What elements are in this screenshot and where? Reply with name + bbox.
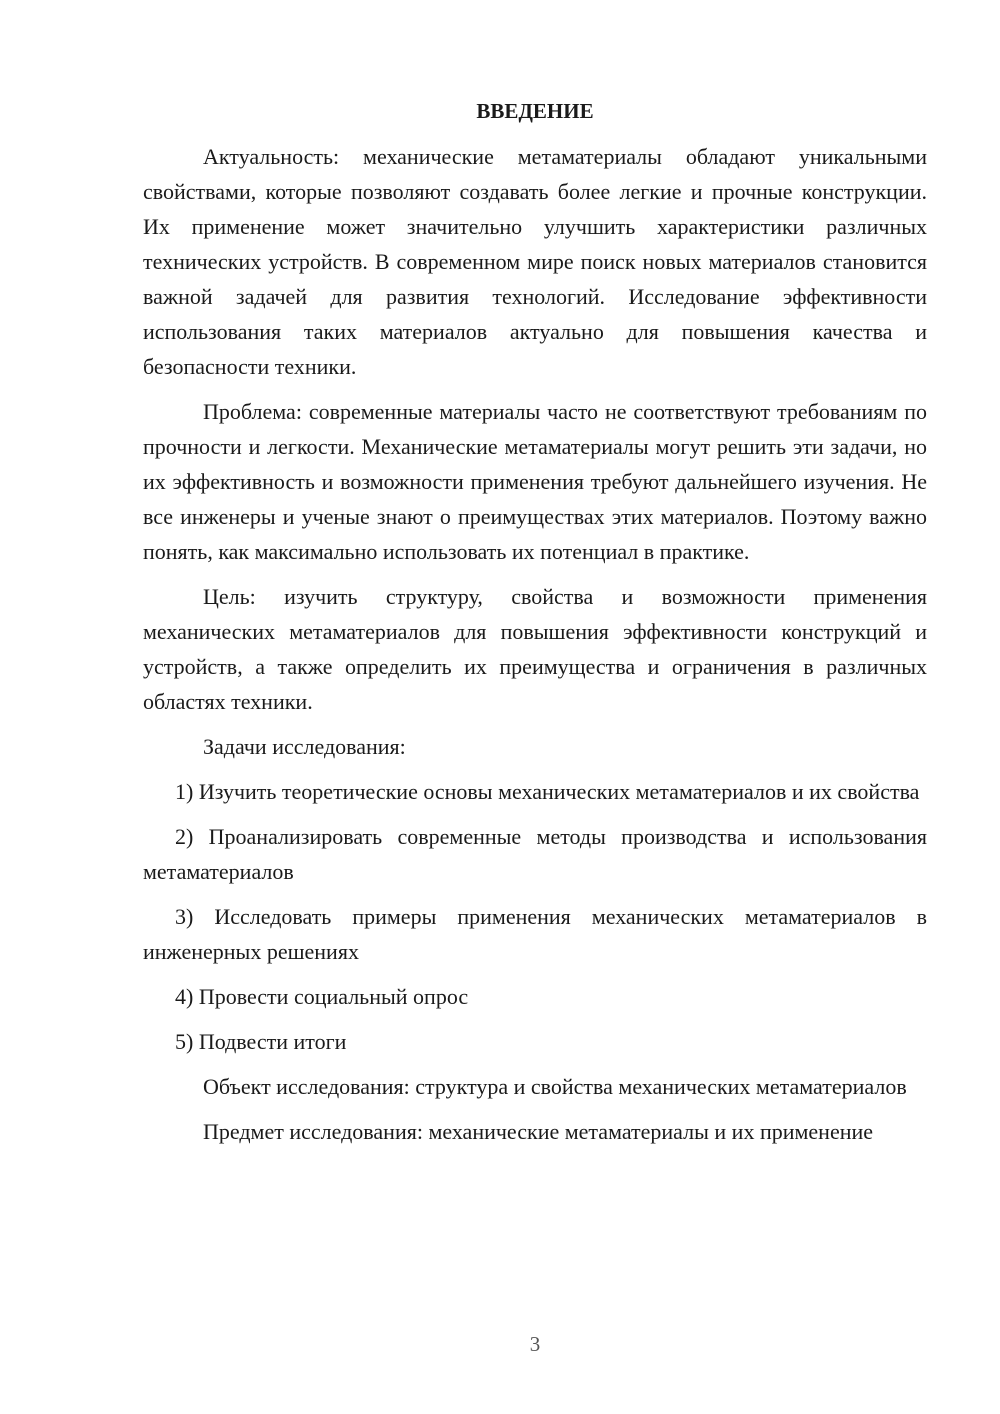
tasks-title: Задачи исследования:	[203, 734, 406, 759]
task-item-5: 5) Подвести итоги	[175, 1029, 347, 1054]
page-number: 3	[529, 1332, 541, 1356]
task-item-1: 1) Изучить теоретические основы механических метаматериалов и их свойства	[175, 779, 920, 804]
section-heading: ВВЕДЕНИЕ	[476, 99, 594, 123]
task-item-3: 3) Исследовать примеры применения механических метаматериалов в инженерных решениях	[143, 904, 927, 964]
paragraph-problem: Проблема: современные материалы часто не соответствуют требованиям по прочности и легкости. Механические метаматериалы могут решить эти задачи, но их эффективность и возможности применения требуют дальнейшего изучения. Не все инженеры и ученые знают о преимуществах этих материалов. Поэтому важно понять, как максимально использовать их потенциал в практике.	[143, 399, 927, 564]
paragraph-relevance: Актуальность: механические метаматериалы обладают уникальными свойствами, которые позволяют создавать более легкие и прочные конструкции. Их применение может значительно улучшить характеристики различных технических устройств. В современном мире поиск новых материалов становится важной задачей для развития технологий. Исследование эффективности использования таких материалов актуально для повышения качества и безопасности техники.	[143, 144, 927, 379]
task-item-4: 4) Провести социальный опрос	[175, 984, 469, 1009]
page-content	[143, 94, 927, 1159]
paragraph-subject: Предмет исследования: механические метаматериалы и их применение	[203, 1119, 874, 1144]
paragraph-goal: Цель: изучить структуру, свойства и возможности применения механических метаматериалов для повышения эффективности конструкций и устройств, а также определить их преимущества и ограничения в различных областях техники.	[143, 584, 927, 714]
task-item-2: 2) Проанализировать современные методы производства и использования метаматериалов	[143, 824, 927, 884]
paragraph-object: Объект исследования: структура и свойства механических метаматериалов	[203, 1074, 907, 1099]
